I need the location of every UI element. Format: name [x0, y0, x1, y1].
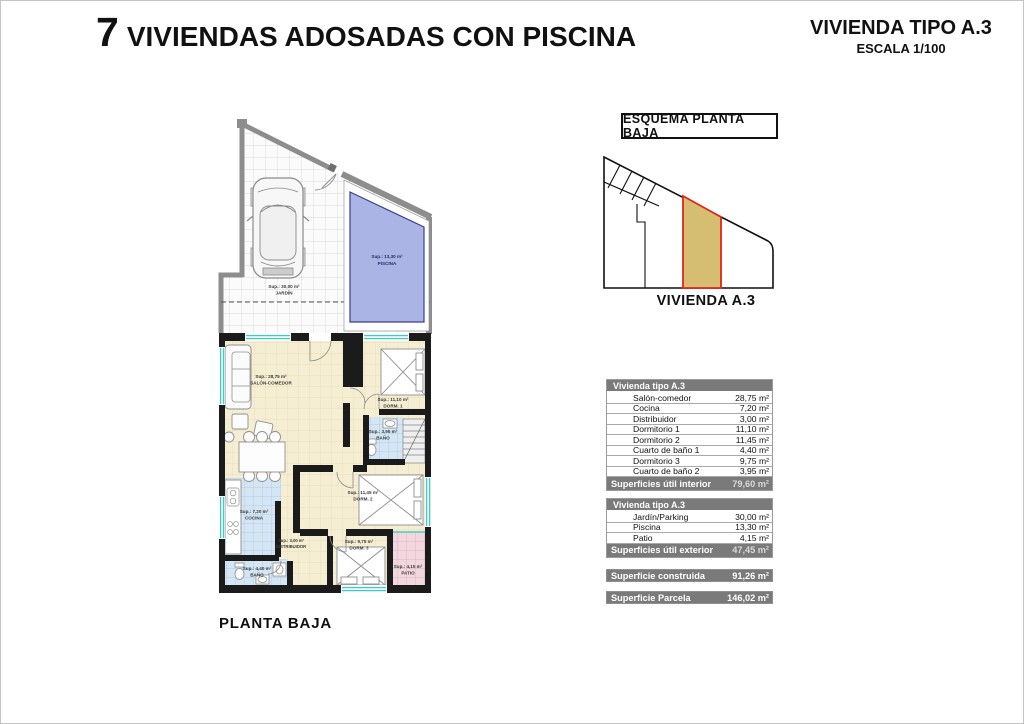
row-value: 4,40 m²: [739, 445, 769, 455]
label-dorm1: DORM. 1: [383, 403, 403, 409]
row-label: Jardín/Parking: [633, 511, 689, 522]
title-text: VIVIENDAS ADOSADAS CON PISCINA: [126, 21, 637, 52]
label-bano2: BAÑO: [250, 572, 264, 578]
label-jardin: JARDÍN: [275, 290, 293, 296]
table-row: [607, 523, 772, 534]
row-value: 4,15 m²: [739, 532, 769, 543]
table-row: [607, 404, 772, 415]
drawing-info: [796, 17, 1006, 56]
highlighted-unit-a3: [683, 196, 721, 288]
table-row: [607, 512, 772, 523]
bar-value: 146,02 m²: [727, 592, 769, 603]
footer-label: Superficies útil interior: [611, 478, 712, 489]
table-row: [607, 435, 772, 446]
label-cocina-sup: Sup.: 7,20 m²: [239, 509, 269, 514]
schema-title: ESQUEMA PLANTA BAJA: [623, 112, 745, 140]
row-label: Piscina: [633, 522, 661, 532]
label-salon-sup: Sup.: 28,75 m²: [255, 374, 287, 379]
kitchen-counter: [225, 480, 241, 554]
table-exterior-body: [607, 510, 772, 544]
table-row: [607, 414, 772, 425]
label-jardin-sup: Sup.: 30,00 m²: [268, 284, 300, 289]
label-dorm3-sup: Sup.: 9,75 m²: [344, 539, 374, 544]
label-distribuidor: DISTRIBUIDOR: [275, 544, 307, 549]
row-label: Dormitorio 1: [633, 424, 680, 434]
table-interior-header: Vivienda tipo A.3: [607, 380, 772, 391]
staircase: [403, 419, 425, 463]
label-bano1: BAÑO: [376, 435, 390, 441]
schema-title-box: [621, 113, 778, 139]
patio-floor: [391, 533, 425, 585]
row-label: Cocina: [633, 403, 660, 413]
footer-label: Superficies útil exterior: [611, 545, 714, 555]
scale-label: ESCALA 1/100: [856, 41, 946, 56]
title-number: 7: [96, 9, 118, 55]
table-exterior-header: Vivienda tipo A.3: [607, 499, 772, 510]
dining-set: [239, 432, 285, 482]
row-label: Distribuidor: [633, 413, 677, 424]
label-dorm3: DORM. 3: [349, 545, 369, 551]
parked-car: [247, 178, 309, 278]
plan-caption: PLANTA BAJA: [219, 615, 332, 632]
row-label: Cuarto de baño 2: [633, 466, 700, 476]
footer-value: 47,45 m²: [732, 545, 769, 555]
label-distribuidor-sup: Sup.: 3,00 m²: [277, 538, 305, 543]
table-row: [607, 446, 772, 457]
row-value: 9,75 m²: [739, 455, 769, 466]
table-exterior-surfaces: [606, 498, 773, 558]
row-value: 28,75 m²: [735, 392, 769, 403]
row-label: Dormitorio 2: [633, 434, 680, 445]
bar-value: 91,26 m²: [732, 570, 769, 581]
table-row: [607, 393, 772, 404]
row-value: 11,45 m²: [735, 434, 769, 445]
bar-label: Superficie Parcela: [611, 592, 691, 603]
label-piscina-sup: Sup.: 13,30 m²: [371, 254, 403, 259]
row-value: 30,00 m²: [735, 511, 769, 522]
bar-superficie-construida: [606, 569, 773, 582]
label-cocina: COCINA: [244, 515, 264, 521]
row-label: Salón-comedor: [633, 392, 692, 403]
label-patio: PATIO: [401, 570, 415, 576]
bed-dorm3: [337, 547, 385, 585]
table-interior-surfaces: [606, 379, 773, 491]
site-schema-diagram: [596, 147, 811, 315]
label-bano1-sup: Sup.: 3,95 m²: [368, 429, 398, 434]
row-label: Patio: [633, 532, 653, 543]
table-row: [607, 456, 772, 467]
row-value: 11,10 m²: [735, 424, 769, 434]
footer-value: 79,60 m²: [732, 478, 769, 489]
label-patio-sup: Sup.: 4,15 m²: [393, 564, 423, 569]
table-row: [607, 533, 772, 544]
row-label: Dormitorio 3: [633, 455, 680, 466]
bed-dorm1: [381, 349, 425, 395]
schema-unit-label: VIVIENDA A.3: [656, 293, 756, 309]
table-row: [607, 467, 772, 478]
bar-superficie-parcela: [606, 591, 773, 604]
label-salon: SALÓN-COMEDOR: [250, 380, 292, 386]
label-bano2-sup: Sup.: 4,40 m²: [242, 566, 272, 571]
wall-corner-cap: [237, 119, 247, 128]
table-interior-body: [607, 391, 772, 477]
label-piscina: PISCINA: [377, 261, 397, 266]
table-row: [607, 425, 772, 436]
page-title: [96, 9, 636, 56]
label-dorm1-sup: Sup.: 11,10 m²: [377, 397, 409, 402]
row-label: Cuarto de baño 1: [633, 445, 700, 455]
bar-label: Superficie construida: [611, 570, 705, 581]
table-interior-footer: [607, 477, 772, 490]
unit-type-title: VIVIENDA TIPO A.3: [810, 17, 992, 39]
floor-plan: [212, 111, 438, 647]
sofa: [225, 345, 251, 409]
row-value: 3,00 m²: [739, 413, 769, 424]
label-dorm2-sup: Sup.: 11,45 m²: [347, 490, 379, 495]
row-value: 13,30 m²: [735, 522, 769, 532]
row-value: 7,20 m²: [739, 403, 769, 413]
row-value: 3,95 m²: [739, 466, 769, 476]
table-exterior-footer: [607, 544, 772, 557]
label-dorm2: DORM. 2: [353, 496, 373, 502]
